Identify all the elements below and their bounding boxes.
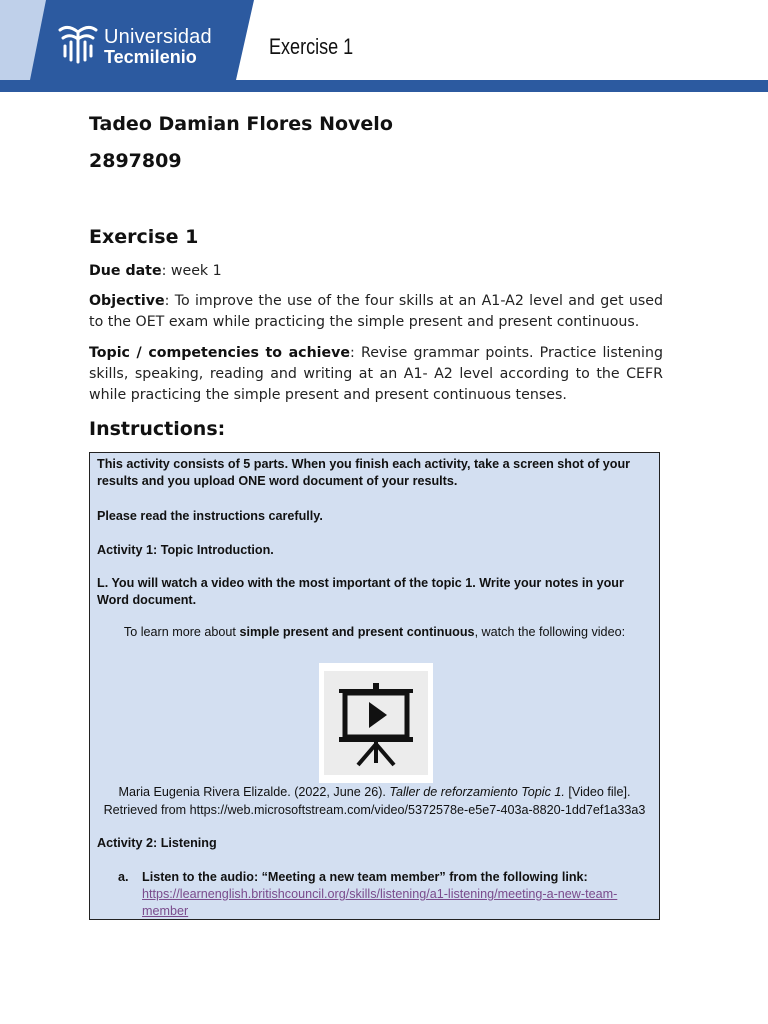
logo-university-text: Universidad	[104, 26, 212, 48]
activity2-item-label: a.	[118, 870, 129, 884]
objective-label: Objective	[89, 293, 165, 309]
instructions-box	[89, 452, 660, 920]
activity2-item-body	[142, 869, 652, 920]
activity2-title: Activity 2: Listening	[97, 836, 217, 850]
student-id: 2897809	[89, 150, 182, 172]
activity1-item: L. You will watch a video with the most important of the topic 1. Write your notes in your Word document.	[97, 576, 624, 607]
objective-text: : To improve the use of the four skills at an A1-A2 level and get used to the OET exam while practicing the simple present and present continuous.	[89, 293, 663, 330]
topic-paragraph	[89, 343, 663, 406]
header-document-title: Exercise 1	[269, 34, 354, 59]
activity2-item-text: Listen to the audio: “Meeting a new team member” from the following link:	[142, 870, 588, 884]
read-carefully-text: Please read the instructions carefully.	[97, 509, 323, 523]
student-name: Tadeo Damian Flores Novelo	[89, 113, 393, 135]
exercise-heading: Exercise 1	[89, 226, 199, 248]
citation-url: Retrieved from https://web.microsoftstream.com/video/5372578e-e5e7-403a-8820-1dd7ef1a33a3	[103, 803, 646, 817]
objective-paragraph	[89, 291, 663, 333]
due-date-value: : week 1	[161, 263, 222, 279]
listening-audio-link[interactable]: https://learnenglish.britishcouncil.org/skills/listening/a1-listening/meeting-a-new-team-member	[142, 887, 618, 918]
video-prompt-pre: To learn more about	[123, 625, 240, 639]
intro-text: This activity consists of 5 parts. When you finish each activity, take a screen shot of your results and you upload ONE word document of your results.	[97, 457, 631, 488]
presentation-play-icon[interactable]	[324, 671, 428, 775]
topic-label: Topic / competencies to achieve	[89, 345, 351, 361]
header-blue-band	[0, 80, 768, 92]
citation-title: Taller de reforzamiento Topic 1.	[389, 785, 565, 799]
video-thumbnail-frame[interactable]	[324, 671, 428, 775]
due-date-line	[89, 261, 663, 282]
video-citation	[90, 783, 659, 819]
activity1-title: Activity 1: Topic Introduction.	[97, 543, 274, 557]
video-prompt	[90, 624, 659, 641]
topic-text: : Revise grammar points. Practice listening skills, speaking, reading and writing at an A1- A2 level according to the CEFR while practicing the simple present and present continuous tenses.	[89, 345, 663, 403]
video-prompt-post: , watch the following video:	[474, 625, 626, 639]
document-header	[0, 0, 768, 92]
due-date-label: Due date	[89, 263, 162, 279]
tecmilenio-logo-icon	[56, 22, 100, 64]
instructions-heading: Instructions:	[89, 418, 226, 440]
citation-type: [Video file].	[564, 785, 631, 799]
logo-brand-text: Tecmilenio	[104, 47, 197, 67]
video-thumbnail[interactable]	[319, 663, 433, 783]
citation-author: Maria Eugenia Rivera Elizalde. (2022, June 26).	[118, 785, 390, 799]
video-prompt-topic: simple present and present continuous	[239, 625, 475, 639]
